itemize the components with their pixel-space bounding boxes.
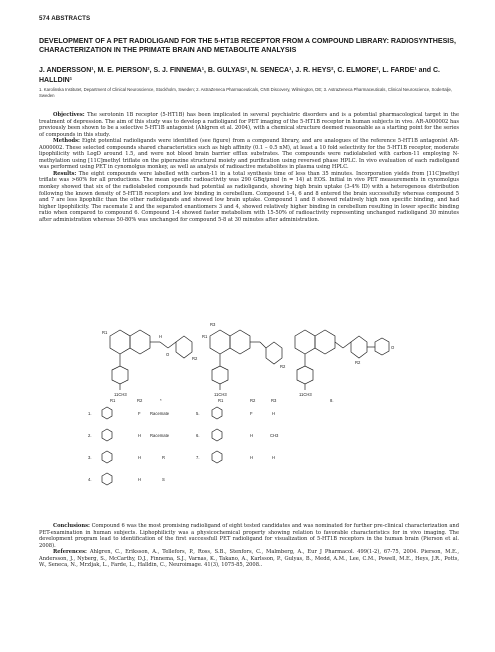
objectives-paragraph: [39, 112, 459, 138]
row-r2: H: [138, 455, 142, 460]
results-text: The eight compounds were labelled with carbon-11 in a total synthesis time of less than 35 minutes. Incorporation yields from [11C]methyl triflate was >60% for all productions. The mean specific radioactivity was 290 GBq/µmol (n = 14) at EOS. Initial in vivo PET measurements in cynomolgus monkey showed that six of the radiolabeled compounds had potential as radioligands, showing high brain uptake (3-4% ID) with a heterogenous distribution following the known density of 5-HT1B receptors and low binding in cerebellum. Compound 1-4, 6 and 8 entered the brain successfully whereas compound 5 and 7 are less lipophilic than the other radioligands and showed low brain uptake. Compound 1 and 8 showed relatively high non specific binding, and had higher lipophilicity. The racemate 2 and the separated enantiomers 3 and 4, showed relatively higher binding in cerebellum resulting in lower specific binding ratio when compared to compound 6. Compound 1-4 showed faster metabolism with 15-50% of radioactivity representing unchanged radioligand 30 minutes after administration whereas 50-80% was unchanged for compound 5-8 at 30 minutes after administration.: [39, 170, 459, 223]
label-o-c: O: [391, 345, 395, 350]
conclusions-text: Compound 6 was the most promising radioligand of eight tested candidates and was nominated for further pre-clinical characterization and PET-examination in human subjects. Liphophilicity was a physicochemical property showing relation to favorable characteristics for in vivo imaging. The development program lead to identification of the first successfull PET radioligand for visualization of 5-HT1B receptors in the human brain (Pierson et al. 2008).: [39, 523, 459, 549]
references-heading: References:: [53, 549, 87, 556]
results-paragraph: [39, 171, 459, 223]
row-num: 6.: [196, 433, 200, 438]
abstract-title: DEVELOPMENT OF A PET RADIOLIGAND FOR THE 5-HT1B RECEPTOR FROM A COMPOUND LIBRARY: RADIOSYNTHESIS, CHARACTERIZATION IN THE PRIMATE BRAIN AND METABOLITE ANALYSIS: [39, 37, 456, 54]
structure-c: [295, 330, 389, 390]
substituent-rings: [102, 407, 222, 485]
page-header: [39, 15, 90, 22]
label-ch3-b: 11CH3: [214, 392, 227, 397]
row-r2: F: [250, 411, 253, 416]
row-num: 7.: [196, 455, 200, 460]
header-r3-right: R3: [271, 398, 277, 403]
row-r2: F: [138, 411, 141, 416]
header-r2-right: R2: [250, 398, 256, 403]
row-r2: H: [250, 455, 254, 460]
row-num: 4.: [88, 477, 92, 482]
methods-heading: Methods:: [53, 138, 80, 145]
chemical-structures-figure: [80, 318, 410, 496]
objectives-heading: Objectives:: [53, 112, 85, 118]
row-star: Racemate: [150, 411, 170, 416]
references-paragraph: [39, 549, 459, 569]
label-r2-a: R2: [192, 356, 198, 361]
row-r2: H: [138, 477, 142, 482]
structure-a: [110, 330, 192, 390]
row-r3: CH3: [270, 433, 279, 438]
objectives-text: The serotonin 1B receptor (5-HT1B) has been implicated in several psychiatric disorders and is a potential pharmacological target in the treatment of depression. The aim of this study was to develop a radioligand for PET imaging of the 5-HT1B receptor in human subjects in vivo. AR-A000002 has previously been shown to be a selective 5-HT1B antagonist (Ahlgren et al. 2004), with a chemical structure deemed reasonable as a starting point for the series of compounds in this study.: [39, 112, 459, 138]
label-ch3-c: 11CH3: [299, 392, 312, 397]
label-r3-b: R3: [210, 322, 216, 327]
row-num: 5.: [196, 411, 200, 416]
label-r2-b: R2: [280, 364, 286, 369]
row-num: 1.: [88, 411, 92, 416]
page-number: 574: [39, 15, 50, 22]
label-r1-b: R1: [202, 334, 208, 339]
header-r2-left: R2: [137, 398, 143, 403]
row-num: 3.: [88, 455, 92, 460]
references-text: Ahlgren, C., Eriksson, A., Tellefors, P., Ross, S.B., Stenfors, C., Malmberg, A., Eur J Pharmacol. 499(1-2), 67-75, 2004. Pierson, M.E., Andersson, J., Nyberg, S., McCarthy, D.J., Finnema, S.J., Varnas, K., Takano, A., Karlsson, P., Gulyas, B., Medd, A.M., Lee, C.M., Powell, M.E., Heys, J.R., Potts, W., Seneca, N., Mrzljak, L., Farde, L., Halldin, C., Neuroimage. 41(3), 1075-85, 2008..: [39, 549, 459, 569]
row-star: Racemate: [150, 433, 170, 438]
header-r1-left: R1: [110, 398, 116, 403]
methods-paragraph: [39, 138, 459, 171]
row-star: R: [162, 455, 166, 460]
header-star-left: *: [160, 398, 162, 403]
label-ch3-a: 11CH3: [114, 392, 127, 397]
row-r3: H: [272, 411, 276, 416]
abstract-body: [39, 112, 459, 223]
conclusions-paragraph: [39, 523, 459, 549]
abstract-body-continued: [39, 523, 459, 569]
compound-8-label: 8.: [330, 398, 334, 403]
row-r2: H: [138, 433, 142, 438]
label-r1-a: R1: [102, 330, 108, 335]
structure-b: [210, 330, 282, 390]
row-r3: H: [272, 455, 276, 460]
author-list: J. ANDERSSON¹, M. E. PIERSON², S. J. FINNEMA¹, B. GULYAS¹, N. SENECA¹, J. R. HEYS², C. ELMORE², L. FARDE¹ and C. HALLDIN¹: [39, 67, 440, 84]
row-r2: H: [250, 433, 254, 438]
label-nh-a: H: [159, 334, 163, 339]
label-o-a: O: [166, 352, 170, 357]
row-star: S: [162, 477, 165, 482]
results-heading: Results:: [53, 170, 77, 177]
header-r1-right: R1: [218, 398, 224, 403]
affiliations: 1. Karolinska Institutet, Department of Clinical Neuroscience, Stockholm, Sweden; 2. AstraZeneca Pharmaceuticals, CNS Discovery, Wilmington, DE; 3. AstraZeneca Pharmaceuticals, Clinical Neuroscience, Sodertalje, Sweden: [39, 87, 453, 98]
row-num: 2.: [88, 433, 92, 438]
conclusions-heading: Conclusions:: [53, 523, 90, 529]
label-r2-c: R2: [355, 360, 361, 365]
methods-text: Eight potential radioligands were identified (see figure) from a compound library, and are analogues of the reference 5-HT1B antagonist AR-A000002. These selected compounds shared characteristics such as high affinity (0.1 – 0.5 nM), at least a 10 fold selectivity for the 5-HT1B receptor, moderate lipophilicity with LogD around 1.5, and were not blood brain barrier efflux substrates. The compounds were radiolabeled with carbon-11 employing N-methylation using [11C]methyl triflate on the piperazine structural moiety and purification using reversed phase HPLC. In vivo evaluation of each radioligand was performed using PET in cynomolgus monkey, as well as analysis of radioactive metabolites in plasma using HPLC.: [39, 138, 459, 171]
section-label: ABSTRACTS: [51, 15, 91, 22]
